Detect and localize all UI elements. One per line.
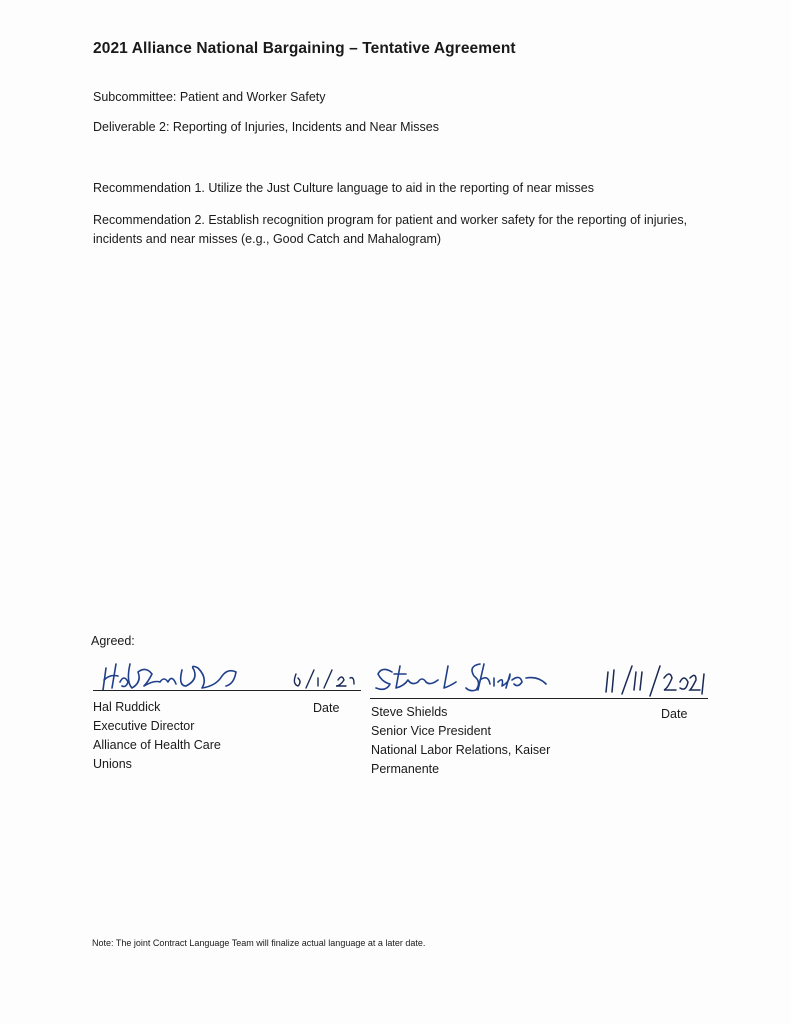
subcommittee-line: Subcommittee: Patient and Worker Safety bbox=[93, 90, 326, 104]
left-signatory-title: Executive Director bbox=[93, 719, 195, 733]
agreed-label: Agreed: bbox=[91, 634, 135, 648]
right-signatory-name: Steve Shields bbox=[371, 705, 448, 719]
left-date-label: Date bbox=[313, 701, 340, 715]
right-signature-line bbox=[370, 698, 708, 699]
left-signatory-org-line1: Alliance of Health Care bbox=[93, 738, 221, 752]
recommendation-1: Recommendation 1. Utilize the Just Culture language to aid in the reporting of near misses bbox=[93, 181, 594, 195]
footer-note: Note: The joint Contract Language Team will finalize actual language at a later date. bbox=[92, 938, 426, 948]
right-signatory-title: Senior Vice President bbox=[371, 724, 491, 738]
deliverable-line: Deliverable 2: Reporting of Injuries, Incidents and Near Misses bbox=[93, 120, 440, 134]
left-signatory-name: Hal Ruddick bbox=[93, 700, 161, 714]
right-signatory-block bbox=[371, 703, 550, 779]
document-title: 2021 Alliance National Bargaining – Tentative Agreement bbox=[93, 40, 516, 57]
recommendation-2: Recommendation 2. Establish recognition program for patient and worker safety for the reporting of injuries, incidents and near misses (e.g., Good Catch and Mahalogram) bbox=[93, 213, 688, 246]
steve-shields-signature bbox=[370, 652, 570, 698]
left-signature-line bbox=[93, 690, 361, 691]
left-signatory-block bbox=[93, 698, 221, 774]
right-signatory-org-line2: Permanente bbox=[371, 762, 440, 776]
steve-shields-handwritten-date bbox=[600, 662, 710, 700]
hal-ruddick-signature bbox=[98, 652, 248, 694]
left-signatory-org-line2: Unions bbox=[93, 757, 132, 771]
right-signatory-org-line1: National Labor Relations, Kaiser bbox=[371, 743, 551, 757]
right-date-label: Date bbox=[661, 707, 688, 721]
